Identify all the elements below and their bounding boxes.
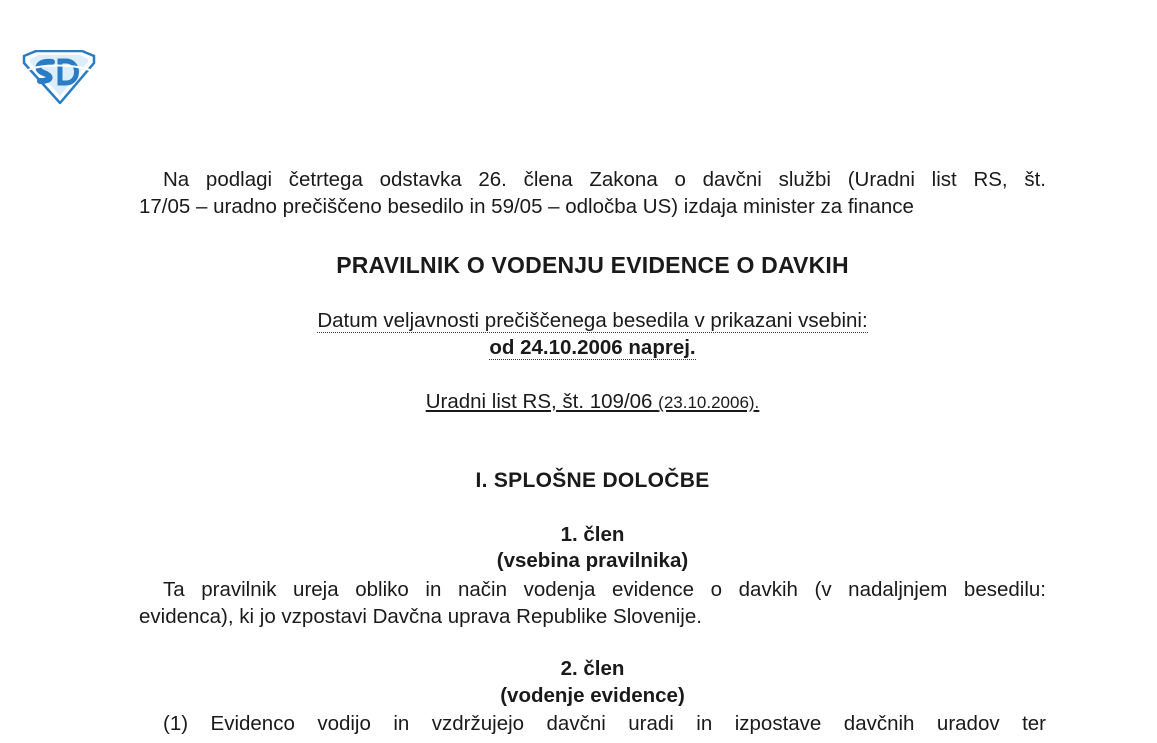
article-2-number: 2. člen [560, 657, 625, 680]
article-1-subtitle: (vsebina pravilnika) [496, 549, 689, 572]
article-2-subtitle: (vodenje evidence) [500, 684, 685, 707]
article-1-line-1: Ta pravilnik ureja obliko in način vodenja evidence o davkih (v nadaljnjem besedilu: [163, 578, 1046, 601]
article-1-paragraph [139, 576, 1046, 630]
validity-block [139, 309, 1046, 333]
document-title: PRAVILNIK O VODENJU EVIDENCE O DAVKIH [336, 252, 849, 278]
article-1-line-2: evidenca), ki jo vzpostavi Davčna uprava Republike Slovenije. [139, 605, 702, 628]
intro-line-1: Na podlagi četrtega odstavka 26. člena Zakona o davčni službi (Uradni list RS, št. [163, 168, 1046, 191]
article-2-paragraph [139, 710, 1046, 737]
article-2-line-1: (1) Evidenco vodijo in vzdržujejo davčni uradi in izpostave davčnih uradov ter [163, 712, 1046, 735]
article-1-number: 1. člen [560, 523, 625, 546]
gazette-ref: Uradni list RS, št. 109/06 [425, 390, 653, 413]
validity-date: od 24.10.2006 naprej. [489, 336, 696, 359]
gazette-reference[interactable] [139, 390, 1046, 414]
intro-paragraph [139, 166, 1046, 220]
validity-date-block [139, 336, 1046, 360]
intro-line-2: 17/05 – uradno prečiščeno besedilo in 59/05 – odločba US) izdaja minister za finance [139, 195, 914, 218]
gazette-date: (23.10.2006). [658, 393, 760, 412]
validity-label: Datum veljavnosti prečiščenega besedila v prikazani vsebini: [317, 309, 868, 332]
sd-logo [22, 50, 96, 104]
gazette-link[interactable] [426, 390, 760, 413]
section-heading: I. SPLOŠNE DOLOČBE [475, 469, 710, 492]
